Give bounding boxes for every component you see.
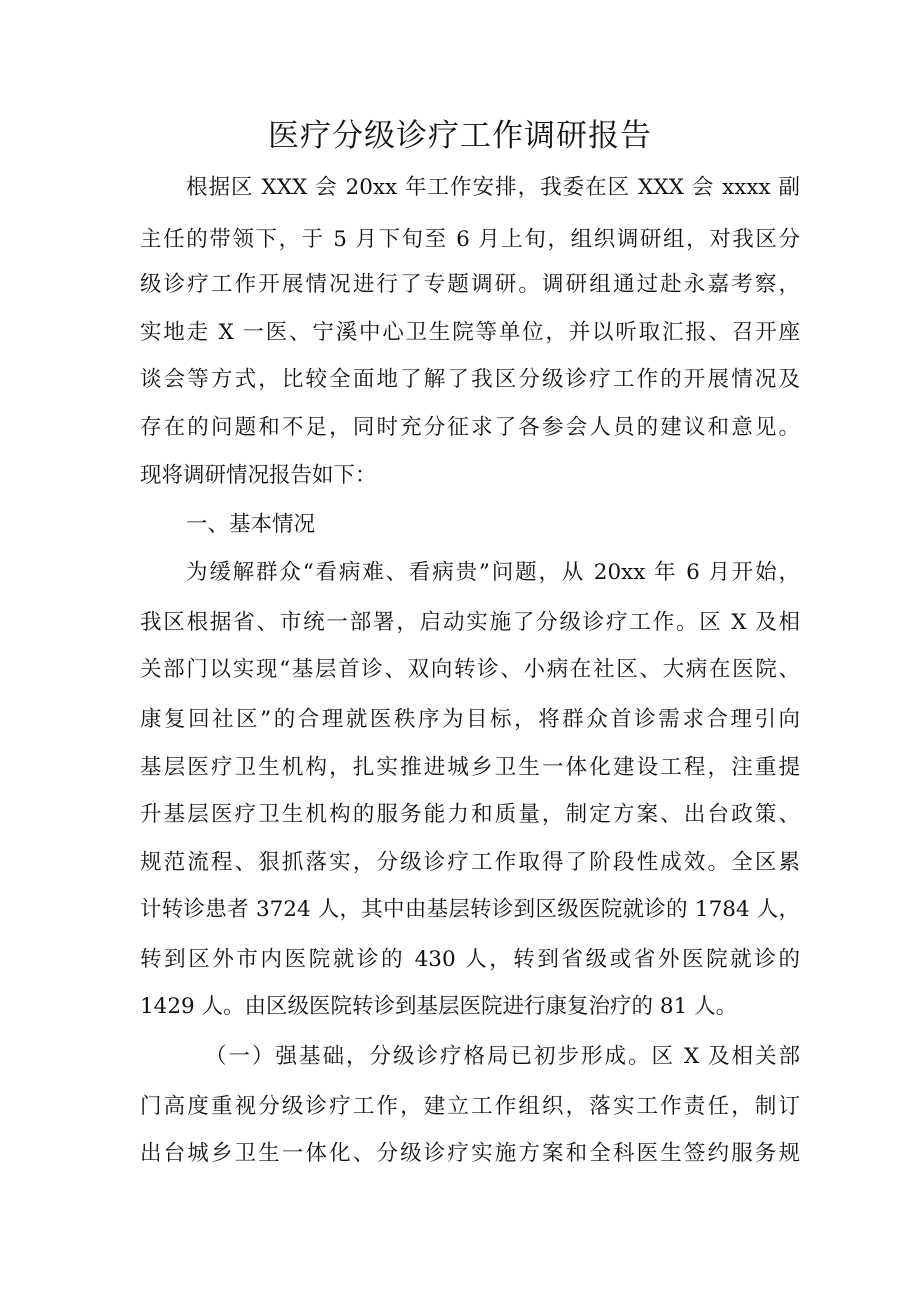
intro-line-4: 实地走 X 一医、宁溪中心卫生院等单位，并以听取汇报、召开座 — [140, 320, 800, 345]
intro-line-6: 存在的问题和不足，同时充分征求了各参会人员的建议和意见。 — [140, 415, 800, 440]
basic-line-5: 基层医疗卫生机构，扎实推进城乡卫生一体化建设工程，注重提 — [140, 755, 800, 780]
intro-line-3: 级诊疗工作开展情况进行了专题调研。调研组通过赴永嘉考察， — [140, 272, 800, 297]
basic-line-10: 1429 人。由区级医院转诊到基层医院进行康复治疗的 81 人。 — [140, 994, 738, 1019]
basic-line-9: 转到区外市内医院就诊的 430 人，转到省级或省外医院就诊的 — [140, 947, 800, 972]
basic-line-6: 升基层医疗卫生机构的服务能力和质量，制定方案、出台政策、 — [140, 802, 800, 827]
subsection-1-line-3: 出台城乡卫生一体化、分级诊疗实施方案和全科医生签约服务规 — [140, 1141, 800, 1166]
intro-line-1: 根据区 XXX 会 20xx 年工作安排，我委在区 XXX 会 xxxx 副 — [186, 175, 800, 200]
section-heading-basic: 一、基本情况 — [186, 512, 316, 537]
basic-line-4: 康复回社区”的合理就医秩序为目标，将群众首诊需求合理引向 — [140, 707, 800, 732]
basic-line-7: 规范流程、狠抓落实，分级诊疗工作取得了阶段性成效。全区累 — [140, 850, 800, 875]
basic-line-1: 为缓解群众“看病难、看病贵”问题，从 20xx 年 6 月开始， — [186, 560, 800, 585]
intro-line-5: 谈会等方式，比较全面地了解了我区分级诊疗工作的开展情况及 — [140, 367, 800, 392]
basic-line-8: 计转诊患者 3724 人，其中由基层转诊到区级医院就诊的 1784 人， — [140, 897, 800, 922]
subsection-1-line-1: （一）强基础，分级诊疗格局已初步形成。区 X 及相关部 — [205, 1044, 800, 1069]
document-title: 医疗分级诊疗工作调研报告 — [268, 118, 652, 154]
basic-line-2: 我区根据省、市统一部署，启动实施了分级诊疗工作。区 X 及相 — [140, 610, 800, 635]
intro-line-2: 主任的带领下，于 5 月下旬至 6 月上旬，组织调研组，对我区分 — [140, 227, 800, 252]
subsection-1-line-2: 门高度重视分级诊疗工作，建立工作组织，落实工作责任，制订 — [140, 1094, 800, 1119]
basic-line-3: 关部门以实现“基层首诊、双向转诊、小病在社区、大病在医院、 — [140, 657, 800, 682]
intro-line-7: 现将调研情况报告如下： — [140, 463, 377, 488]
